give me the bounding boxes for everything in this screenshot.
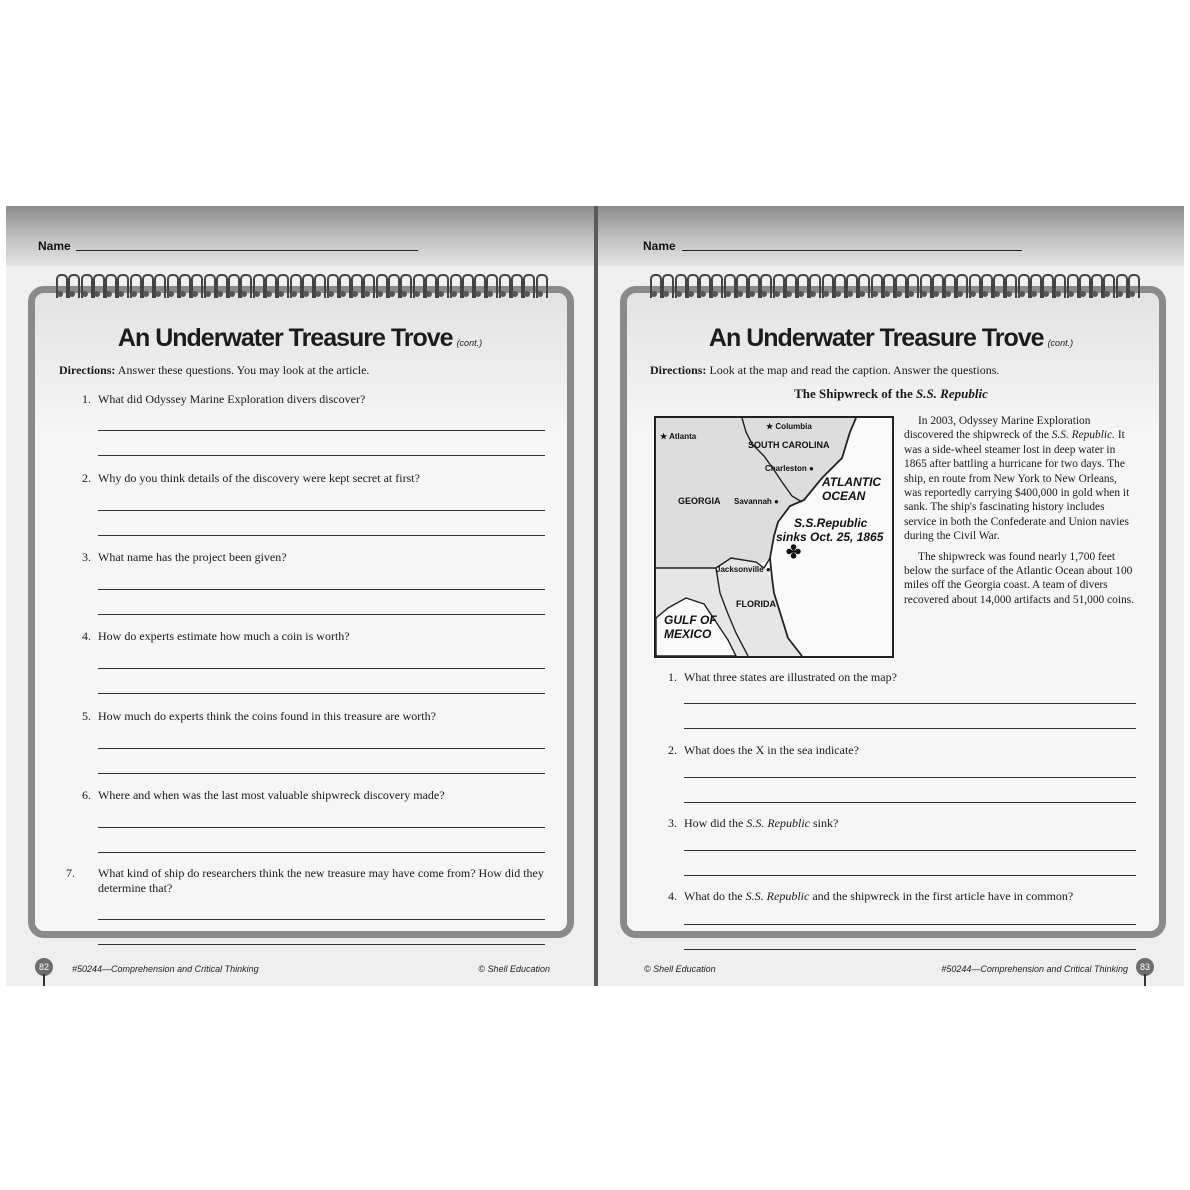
spiral-coil [363, 274, 375, 298]
question-3: 3. How did the S.S. Republic sink? [668, 816, 839, 830]
spiral-coil [425, 274, 437, 298]
question-1: 1. What three states are illustrated on the map? [668, 670, 897, 684]
spiral-coil [314, 274, 326, 298]
right-page [598, 206, 1184, 986]
spiral-coil [748, 274, 760, 298]
map-caption [904, 414, 1136, 613]
spiral-coil [216, 274, 228, 298]
map-label-atlanta: ★ Atlanta [660, 432, 697, 441]
answer-line[interactable] [98, 614, 545, 615]
spiral-coil [1054, 274, 1066, 298]
spiral-coil [822, 274, 834, 298]
spiral-coil [167, 274, 179, 298]
spiral-coil [388, 274, 400, 298]
name-label: Name [38, 239, 71, 253]
answer-line[interactable] [98, 919, 545, 920]
spiral-coil [204, 274, 216, 298]
shipwreck-map [654, 416, 894, 658]
answer-line[interactable] [98, 773, 545, 774]
footer-right: © Shell Education [478, 964, 550, 974]
spiral-coil [105, 274, 117, 298]
name-line [682, 250, 1022, 251]
answer-line[interactable] [684, 850, 1136, 851]
spiral-coil [290, 274, 302, 298]
spiral-coil [376, 274, 388, 298]
spiral-coil [191, 274, 203, 298]
spiral-coil [773, 274, 785, 298]
map-label-south-carolina: SOUTH CAROLINA [748, 440, 830, 450]
spiral-coil [351, 274, 363, 298]
spiral-coil [1128, 274, 1140, 298]
header-band [6, 206, 594, 266]
spiral-coil [130, 274, 142, 298]
spiral-binding [650, 274, 1140, 304]
map-label-columbia: ★ Columbia [766, 422, 812, 431]
answer-line[interactable] [98, 430, 545, 431]
spiral-coil [1042, 274, 1054, 298]
answer-line[interactable] [98, 589, 545, 590]
spiral-binding [56, 274, 548, 304]
spiral-coil [228, 274, 240, 298]
map-label-gulf: GULF OF [664, 613, 717, 627]
map-label-georgia: GEORGIA [678, 496, 721, 506]
spiral-coil [339, 274, 351, 298]
spiral-coil [1005, 274, 1017, 298]
question-1: 1. What did Odyssey Marine Exploration divers discover? [82, 392, 366, 406]
answer-line[interactable] [98, 535, 545, 536]
header-band [598, 206, 1184, 266]
spiral-coil [1091, 274, 1103, 298]
spiral-coil [662, 274, 674, 298]
spiral-coil [797, 274, 809, 298]
answer-line[interactable] [684, 924, 1136, 925]
question-2: 2. What does the X in the sea indicate? [668, 743, 859, 757]
footer-left: © Shell Education [644, 964, 716, 974]
spiral-coil [981, 274, 993, 298]
spiral-coil [675, 274, 687, 298]
question-2: 2. Why do you think details of the discovery were kept secret at first? [82, 471, 420, 485]
answer-line[interactable] [98, 852, 545, 853]
spiral-coil [724, 274, 736, 298]
answer-line[interactable] [684, 777, 1136, 778]
spiral-coil [536, 274, 548, 298]
answer-line[interactable] [98, 668, 545, 669]
spiral-coil [265, 274, 277, 298]
answer-line[interactable] [98, 455, 545, 456]
spiral-coil [969, 274, 981, 298]
answer-line[interactable] [98, 510, 545, 511]
question-3: 3. What name has the project been given? [82, 550, 287, 564]
spiral-coil [785, 274, 797, 298]
directions: Directions: Look at the map and read the caption. Answer the questions. [650, 363, 1000, 377]
spiral-coil [711, 274, 723, 298]
question-7: 7. What kind of ship do researchers think the new treasure may have come from? How did they determine that? [66, 866, 544, 895]
spiral-coil [142, 274, 154, 298]
spiral-coil [1030, 274, 1042, 298]
map-label-atlantic: ATLANTIC [822, 475, 882, 489]
spiral-coil [1103, 274, 1115, 298]
spiral-coil [1116, 274, 1128, 298]
map-label-jacksonville: Jacksonville ● [716, 565, 771, 574]
spiral-coil [650, 274, 662, 298]
spiral-coil [895, 274, 907, 298]
map-label-florida: FLORIDA [736, 599, 776, 609]
spiral-coil [450, 274, 462, 298]
workbook-spread [6, 206, 1184, 986]
question-4: 4. What do the S.S. Republic and the shipwreck in the first article have in common? [668, 889, 1074, 903]
spiral-coil [400, 274, 412, 298]
spiral-coil [117, 274, 129, 298]
map-label-ship: S.S.Republic [794, 516, 868, 530]
spiral-coil [240, 274, 252, 298]
spiral-coil [1067, 274, 1079, 298]
notebook-frame [28, 286, 574, 938]
spiral-coil [883, 274, 895, 298]
spiral-coil [760, 274, 772, 298]
page-title: An Underwater Treasure Trove (cont.) [117, 324, 483, 352]
answer-line[interactable] [98, 944, 545, 945]
name-line [76, 250, 418, 251]
section-heading: The Shipwreck of the S.S. Republic [794, 386, 988, 401]
question-6: 6. Where and when was the last most valuable shipwreck discovery made? [82, 788, 445, 802]
directions: Directions: Answer these questions. You may look at the article. [59, 363, 370, 377]
page-number: 83 [1136, 958, 1154, 976]
map-label-savannah: Savannah ● [734, 497, 779, 506]
caption-paragraph-1: In 2003, Odyssey Marine Exploration discovered the shipwreck of the S.S. Republic. It was a side-wheel steamer lost in deep water in 1865 after battling a hurricane for two days. The ship, en route from New York to New Orleans, was reportedly carrying $400,000 in gold when it sank. The ship's fascinating history includes service in both the Confederate and Union navies during the Civil War. [904, 415, 1130, 543]
map-label-ship-date: sinks Oct. 25, 1865 [776, 530, 884, 544]
spiral-coil [699, 274, 711, 298]
spiral-coil [327, 274, 339, 298]
page-number: 82 [35, 958, 53, 976]
spiral-coil [920, 274, 932, 298]
spiral-coil [68, 274, 80, 298]
spiral-coil [81, 274, 93, 298]
spiral-coil [809, 274, 821, 298]
answer-line[interactable] [684, 875, 1136, 876]
spiral-coil [907, 274, 919, 298]
spiral-coil [956, 274, 968, 298]
spiral-coil [437, 274, 449, 298]
spiral-coil [687, 274, 699, 298]
spiral-coil [993, 274, 1005, 298]
answer-line[interactable] [98, 748, 545, 749]
name-label: Name [643, 239, 676, 253]
map-label-mexico: MEXICO [664, 627, 712, 641]
page-title: An Underwater Treasure Trove (cont.) [708, 324, 1074, 352]
spiral-coil [413, 274, 425, 298]
map-label-charleston: Charleston ● [765, 464, 814, 473]
spiral-coil [486, 274, 498, 298]
map-label-ocean: OCEAN [822, 489, 866, 503]
spiral-coil [154, 274, 166, 298]
answer-line[interactable] [684, 703, 1136, 704]
spiral-coil [93, 274, 105, 298]
answer-line[interactable] [98, 693, 545, 694]
spiral-coil [523, 274, 535, 298]
spiral-coil [858, 274, 870, 298]
spiral-coil [474, 274, 486, 298]
shipwreck-marker-icon: ✤ [786, 542, 802, 562]
caption-paragraph-2: The shipwreck was found nearly 1,700 feet below the surface of the Atlantic Ocean about 100 miles off the Georgia coast. A team of divers recovered about 14,000 artifacts and 51,000 coins. [904, 550, 1134, 606]
spiral-coil [1079, 274, 1091, 298]
spiral-coil [277, 274, 289, 298]
answer-line[interactable] [684, 728, 1136, 729]
spiral-coil [736, 274, 748, 298]
spiral-coil [834, 274, 846, 298]
answer-line[interactable] [98, 827, 545, 828]
answer-line[interactable] [684, 802, 1136, 803]
spiral-coil [462, 274, 474, 298]
spiral-coil [846, 274, 858, 298]
footer-left: #50244—Comprehension and Critical Thinking [72, 964, 259, 974]
spiral-coil [871, 274, 883, 298]
spiral-coil [302, 274, 314, 298]
question-4: 4. How do experts estimate how much a coin is worth? [82, 629, 350, 643]
answer-line[interactable] [684, 949, 1136, 950]
left-page [6, 206, 594, 986]
footer-right: #50244—Comprehension and Critical Thinking [941, 964, 1128, 974]
spiral-coil [511, 274, 523, 298]
question-5: 5. How much do experts think the coins found in this treasure are worth? [82, 709, 436, 723]
spiral-coil [932, 274, 944, 298]
spiral-coil [253, 274, 265, 298]
spiral-coil [1018, 274, 1030, 298]
spiral-coil [499, 274, 511, 298]
spiral-coil [944, 274, 956, 298]
spiral-coil [179, 274, 191, 298]
spiral-coil [56, 274, 68, 298]
